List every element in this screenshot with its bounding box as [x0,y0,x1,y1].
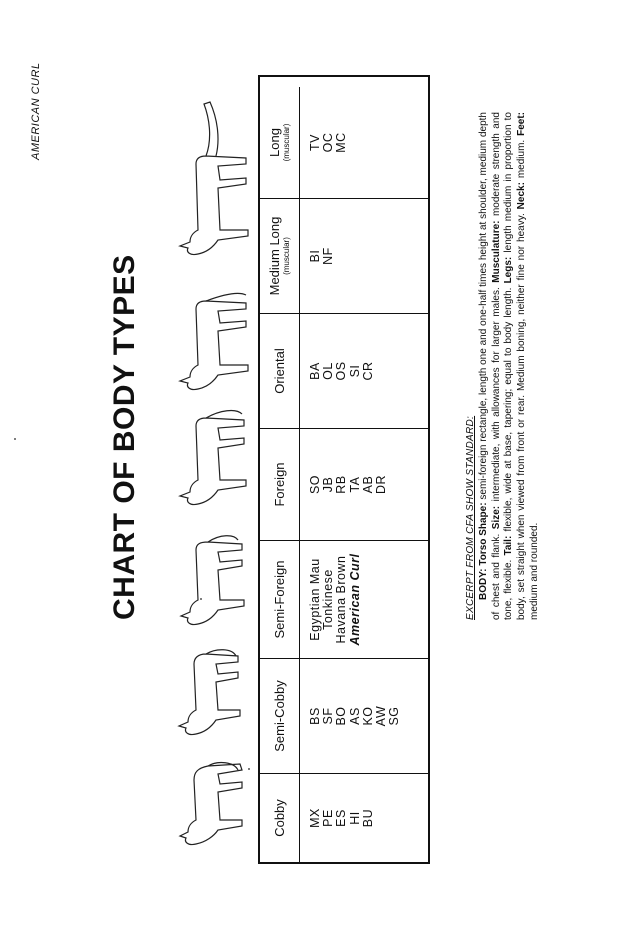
list-item: OL [321,362,336,380]
label-tail: Tail: [503,535,515,556]
scan-speck [14,438,16,440]
column-long [260,87,428,198]
column-header: Semi-Foreign [260,541,300,658]
column-header: Medium Long (muscular) [260,199,300,313]
list-item: SO [308,474,322,495]
list-item: BO [334,706,349,726]
column-semi-cobby [260,658,428,773]
text-feet: medium and rounded. [528,522,540,620]
column-medium-long [260,198,428,313]
column-entries [300,429,388,540]
column-oriental [260,313,428,428]
list-item: TA [347,476,362,493]
excerpt-body [478,112,542,620]
column-entries [300,314,375,428]
list-item: PE [321,809,336,827]
text-legs: length medium in proportion to body, set straight when viewed from front or rear. Medium boning, neither fine nor heavy. [503,112,528,620]
list-item: SF [321,707,336,725]
page-title: CHART OF BODY TYPES [108,254,141,620]
long-cat-icon [176,100,256,260]
list-item: JB [321,476,336,493]
list-item: DR [374,474,389,495]
body-types-table [258,75,430,864]
list-item: OS [334,361,349,381]
list-item: AS [347,707,362,725]
column-header: Foreign [260,429,300,540]
scan-speck [200,598,202,600]
column-foreign [260,428,428,540]
list-item: SI [347,364,362,378]
semi-cobby-cat-icon [176,645,251,740]
excerpt-title: EXCERPT FROM CFA SHOW STANDARD: [465,415,476,620]
column-entries [300,659,401,773]
list-item: BU [360,808,375,828]
label-size: Size: [490,505,502,530]
list-item: OC [321,132,336,153]
column-cobby [260,773,428,862]
list-item: BS [308,707,322,725]
list-item: SG [387,706,402,726]
column-entries [300,541,362,658]
list-item: Tonkinese [321,569,336,630]
text-tail: flexible, wide at base, tapering; equal to body length. [503,287,515,532]
column-entries [300,774,375,862]
text-torso: semi-foreign rectangle, length one and one-half times height at shoulder, medium depth of chest and flank. [477,112,502,620]
text-neck: medium. [516,139,528,179]
oriental-cat-icon [176,290,256,395]
list-item: NF [321,247,336,265]
list-item: ES [334,809,349,827]
column-header: Semi-Cobby [260,659,300,773]
highlighted-breed: American Curl [347,553,362,646]
list-item: MC [334,132,349,153]
list-item: BA [308,362,322,380]
list-item: AB [360,475,375,494]
list-item: BI [308,249,322,263]
label-neck: Neck: [516,182,528,210]
list-item: Egyptian Mau [308,558,322,641]
scan-speck [248,768,250,770]
column-semi-foreign [260,540,428,658]
cfa-excerpt [465,112,542,620]
column-entries [300,87,349,198]
cobby-cat-icon [178,760,253,850]
list-item: TV [308,134,322,151]
running-title: AMERICAN CURL [30,62,42,160]
list-item: MX [308,808,322,828]
column-header: Long (muscular) [260,87,300,198]
list-item: HI [347,811,362,825]
semi-foreign-cat-icon [178,530,253,630]
text-size: intermediate, with allowances for larger males. [490,287,502,502]
list-item: Havana Brown [334,555,349,644]
text-musculature: moderate strength and tone, flexible. [490,112,515,620]
column-entries [300,199,335,313]
list-item: RB [334,475,349,494]
column-header: Oriental [260,314,300,428]
label-torso: BODY: Torso Shape: [477,502,489,600]
label-musculature: Musculature: [490,220,502,283]
list-item: AW [374,705,389,727]
foreign-cat-icon [176,405,254,510]
label-legs: Legs: [503,256,515,284]
list-item: KO [360,706,375,726]
label-feet: Feet: [516,111,528,136]
column-header: Cobby [260,774,300,862]
list-item: CR [360,361,375,381]
